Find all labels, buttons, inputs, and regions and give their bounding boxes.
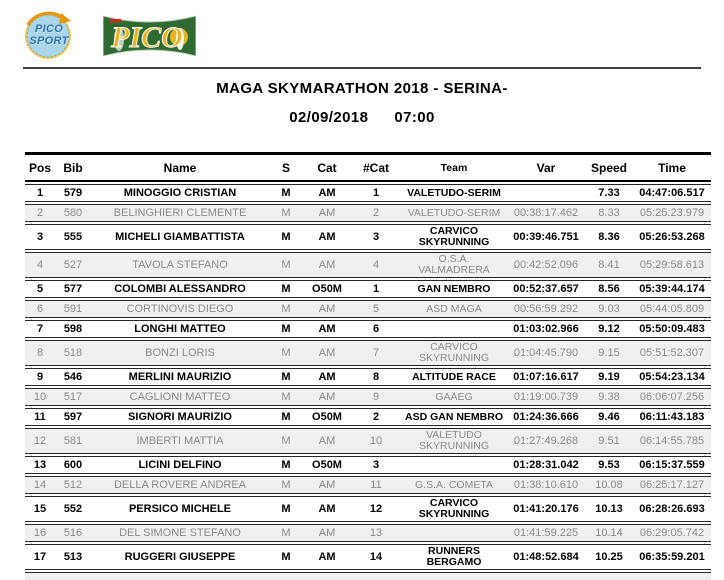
cell-s: M [281, 527, 291, 540]
cell-var: 01:41:59.225 [513, 527, 579, 540]
cell-time: 06:14:55.785 [639, 435, 705, 448]
cell-team: GAAEG [435, 390, 473, 403]
cell-var: 00:38:17.462 [513, 207, 579, 220]
cell-bib: 598 [63, 323, 83, 336]
cell-time: 06:15:37.559 [639, 459, 705, 472]
cell-ncat: 1 [372, 187, 380, 200]
cell-bib: 516 [63, 527, 83, 540]
cell-name: PERSICO MICHELE [128, 503, 232, 516]
cell-bib: 512 [63, 479, 83, 492]
cell-team [401, 532, 507, 534]
cell-time: 06:35:59.201 [639, 551, 705, 564]
cell-speed: 9.19 [598, 371, 620, 384]
cell-pos: 9 [36, 371, 44, 384]
cell-ncat: 2 [372, 207, 380, 220]
table-body [25, 184, 711, 570]
cell-s: M [281, 231, 291, 244]
cell-team: GAN NEMBRO [417, 282, 491, 295]
cell-cat: AM [318, 551, 336, 564]
cell-cat: AM [318, 259, 336, 272]
table-row [25, 184, 711, 202]
cell-name: TAVOLA STEFANO [132, 259, 228, 272]
cell-s: M [281, 347, 291, 360]
cell-ncat: 1 [372, 283, 380, 296]
cell-pos: 8 [36, 347, 44, 360]
cell-s: M [281, 479, 291, 492]
pico-sport-logo-text-line1: PICO [34, 23, 64, 35]
cell-cat: AM [318, 435, 336, 448]
cell-cat: O50M [312, 283, 342, 296]
cell-s: M [281, 207, 291, 220]
cell-name: IMBERTI MATTIA [136, 435, 224, 448]
cell-name: LICINI DELFINO [138, 459, 222, 472]
cell-pos: 2 [36, 207, 44, 220]
cell-name: LONGHI MATTEO [134, 323, 226, 336]
col-header-cat: Cat [317, 161, 337, 175]
cell-bib: 518 [63, 347, 83, 360]
cell-bib: 527 [63, 259, 83, 272]
cell-bib: 581 [63, 435, 83, 448]
cell-var: 00:56:59.292 [513, 303, 579, 316]
cell-ncat: 9 [372, 391, 380, 404]
cell-cat: O50M [312, 411, 342, 424]
cell-time: 06:25:17.127 [639, 479, 705, 492]
cell-s: M [281, 187, 291, 200]
cell-team: ASD MAGA [426, 302, 482, 315]
cell-bib: 552 [63, 503, 83, 516]
cell-time: 05:25:23.979 [639, 207, 705, 220]
table-row [25, 428, 711, 454]
col-header-ncat: #Cat [362, 161, 389, 175]
cell-cat: AM [318, 371, 336, 384]
cell-var [507, 192, 585, 194]
results-table [25, 152, 711, 580]
cell-ncat: 12 [369, 503, 383, 516]
cell-team: O.S.A. VALMADRERA [418, 253, 490, 277]
cell-var: 01:24:36.666 [513, 411, 579, 424]
cell-pos: 14 [33, 479, 47, 492]
col-header-s: S [281, 161, 290, 175]
table-row [25, 524, 711, 542]
header-divider [23, 67, 701, 69]
cell-ncat: 5 [372, 303, 380, 316]
partial-next-row [25, 572, 711, 580]
cell-team: RUNNERS BERGAMO [426, 545, 482, 569]
cell-ncat: 13 [369, 527, 383, 540]
event-title: MAGA SKYMARATHON 2018 - SERINA- [216, 80, 508, 97]
table-row [25, 408, 711, 426]
cell-bib: 597 [63, 411, 83, 424]
cell-var: 01:28:31.042 [513, 459, 579, 472]
cell-time: 06:28:26.693 [639, 503, 705, 516]
pico-banner-logo-graphic [103, 13, 196, 59]
cell-pos: 13 [33, 459, 47, 472]
cell-var: 01:04:45.790 [513, 347, 579, 360]
table-row [25, 388, 711, 406]
cell-ncat: 11 [370, 479, 382, 492]
cell-s: M [281, 503, 291, 516]
pico-banner-logo-text: PICO [111, 21, 183, 54]
pico-banner-logo [103, 13, 196, 59]
cell-pos: 7 [36, 323, 44, 336]
table-row [25, 320, 711, 338]
cell-bib: 513 [63, 551, 83, 564]
table-row [25, 476, 711, 494]
cell-cat: AM [318, 187, 336, 200]
cell-var: 00:42:52.096 [513, 259, 579, 272]
col-header-pos: Pos [28, 161, 51, 175]
cell-speed: 9.15 [598, 347, 620, 360]
event-date: 02/09/2018 [289, 109, 369, 126]
cell-bib: 579 [63, 187, 83, 200]
cell-var: 01:38:10.610 [513, 479, 579, 492]
table-row [25, 204, 711, 222]
cell-bib: 517 [63, 391, 83, 404]
table-row [25, 280, 711, 298]
cell-team [401, 464, 507, 466]
cell-speed: 9.38 [598, 391, 620, 404]
cell-name: DELLA ROVERE ANDREA [113, 479, 247, 492]
cell-bib: 591 [63, 303, 83, 316]
cell-pos: 1 [36, 187, 44, 200]
cell-var: 01:07:16.617 [513, 371, 579, 384]
cell-cat: AM [318, 323, 336, 336]
cell-speed: 7.33 [598, 187, 620, 200]
cell-speed: 9.03 [598, 303, 620, 316]
cell-cat: AM [318, 479, 336, 492]
cell-time: 05:39:44.174 [639, 283, 705, 296]
cell-time: 05:51:52.307 [639, 347, 705, 360]
cell-speed: 10.13 [595, 503, 623, 516]
cell-time: 04:47:06.517 [639, 187, 705, 200]
cell-speed: 8.41 [598, 259, 620, 272]
cell-pos: 3 [36, 231, 44, 244]
cell-ncat: 4 [372, 259, 380, 272]
cell-pos: 15 [33, 503, 47, 516]
cell-cat: AM [318, 347, 336, 360]
cell-team: ALTITUDE RACE [412, 370, 496, 383]
cell-time: 06:29:05.742 [639, 527, 705, 540]
cell-cat: O50M [312, 459, 342, 472]
cell-s: M [281, 551, 291, 564]
cell-ncat: 7 [372, 347, 380, 360]
cell-time: 05:26:53.268 [639, 231, 705, 244]
cell-team [401, 328, 507, 330]
cell-team: VALETUDO-SERIM [407, 206, 501, 219]
col-header-speed: Speed [590, 161, 627, 175]
cell-pos: 4 [36, 259, 44, 272]
table-row [25, 300, 711, 318]
cell-ncat: 6 [372, 323, 380, 336]
cell-pos: 5 [36, 283, 44, 296]
cell-name: BONZI LORIS [145, 347, 215, 360]
cell-s: M [281, 303, 291, 316]
cell-bib: 546 [63, 371, 83, 384]
pico-sport-logo [23, 8, 75, 62]
event-datetime [0, 109, 724, 126]
cell-speed: 8.56 [598, 283, 620, 296]
cell-name: COLOMBI ALESSANDRO [114, 283, 246, 296]
table-row [25, 368, 711, 386]
cell-ncat: 8 [372, 371, 380, 384]
cell-var: 01:48:52.684 [513, 551, 579, 564]
cell-var: 01:03:02.966 [513, 323, 579, 336]
table-row [25, 252, 711, 278]
cell-var: 00:39:46.751 [513, 231, 579, 244]
cell-pos: 16 [33, 527, 47, 540]
table-row [25, 224, 711, 250]
pico-sport-logo-text-line2: SPORT [29, 35, 69, 47]
cell-s: M [281, 371, 291, 384]
col-header-time: Time [658, 161, 686, 175]
cell-ncat: 3 [372, 231, 380, 244]
cell-pos: 6 [36, 303, 44, 316]
cell-pos: 12 [33, 435, 47, 448]
cell-team: G.S.A. COMETA [415, 478, 493, 491]
cell-name: SIGNORI MAURIZIO [128, 411, 232, 424]
cell-bib: 580 [63, 207, 83, 220]
cell-name: CORTINOVIS DIEGO [126, 303, 234, 316]
cell-speed: 9.46 [598, 411, 620, 424]
cell-name: MICHELI GIAMBATTISTA [115, 231, 245, 244]
cell-speed: 8.33 [598, 207, 620, 220]
cell-var: 01:27:49.268 [513, 435, 579, 448]
cell-time: 05:54:23.134 [639, 371, 705, 384]
cell-cat: AM [318, 231, 336, 244]
cell-s: M [281, 459, 291, 472]
cell-s: M [281, 435, 291, 448]
table-row [25, 456, 711, 474]
cell-time: 06:11:43.183 [639, 411, 705, 424]
cell-ncat: 3 [372, 459, 380, 472]
cell-ncat: 14 [369, 551, 383, 564]
cell-speed: 10.25 [595, 551, 623, 564]
cell-time: 05:29:58.613 [639, 259, 705, 272]
cell-speed: 10.14 [595, 527, 623, 540]
cell-time: 06:06:07.256 [639, 391, 705, 404]
cell-name: CAGLIONI MATTEO [129, 391, 231, 404]
cell-time: 05:50:09.483 [639, 323, 705, 336]
cell-team: VALETUDO SKYRUNNING [418, 429, 489, 453]
cell-pos: 11 [34, 411, 46, 424]
cell-cat: AM [318, 391, 336, 404]
cell-cat: AM [318, 527, 336, 540]
table-row [25, 544, 711, 570]
cell-s: M [281, 411, 291, 424]
cell-cat: AM [318, 503, 336, 516]
col-header-name: Name [163, 161, 197, 175]
cell-ncat: 2 [372, 411, 380, 424]
cell-name: RUGGERI GIUSEPPE [124, 551, 236, 564]
cell-team: VALETUDO-SERIM [407, 186, 501, 199]
cell-cat: AM [318, 207, 336, 220]
cell-name: MINOGGIO CRISTIAN [123, 187, 237, 200]
col-header-team: Team [440, 162, 468, 175]
cell-bib: 555 [63, 231, 83, 244]
cell-speed: 9.51 [598, 435, 620, 448]
cell-bib: 600 [63, 459, 83, 472]
cell-var: 00:52:37.657 [513, 283, 579, 296]
cell-team: ASD GAN NEMBRO [404, 410, 503, 423]
cell-speed: 9.12 [598, 323, 620, 336]
cell-s: M [281, 283, 291, 296]
cell-name: MERLINI MAURIZIO [128, 371, 232, 384]
event-time: 07:00 [394, 109, 435, 126]
cell-speed: 10.08 [595, 479, 623, 492]
cell-team: CARVICO SKYRUNNING [418, 497, 490, 521]
cell-bib: 577 [63, 283, 83, 296]
cell-team: CARVICO SKYRUNNING [418, 225, 490, 249]
cell-name: DEL SIMONE STEFANO [119, 527, 241, 540]
cell-s: M [281, 323, 291, 336]
table-row [25, 496, 711, 522]
cell-time: 05:44:05.809 [639, 303, 705, 316]
cell-s: M [281, 259, 291, 272]
cell-var: 01:41:20.176 [513, 503, 579, 516]
cell-s: M [281, 391, 291, 404]
col-header-var: Var [536, 161, 556, 175]
cell-name: BELINGHIERI CLEMENTE [113, 207, 247, 220]
cell-pos: 17 [33, 551, 47, 564]
cell-var: 01:19:00.739 [513, 391, 579, 404]
cell-cat: AM [318, 303, 336, 316]
table-header [25, 152, 711, 182]
cell-speed: 9.53 [598, 459, 620, 472]
table-row [25, 340, 711, 366]
cell-team: CARVICO SKYRUNNING [418, 341, 489, 365]
cell-speed: 8.36 [598, 231, 620, 244]
col-header-bib: Bib [63, 161, 83, 175]
cell-pos: 10 [33, 391, 47, 404]
cell-ncat: 10 [369, 435, 383, 448]
